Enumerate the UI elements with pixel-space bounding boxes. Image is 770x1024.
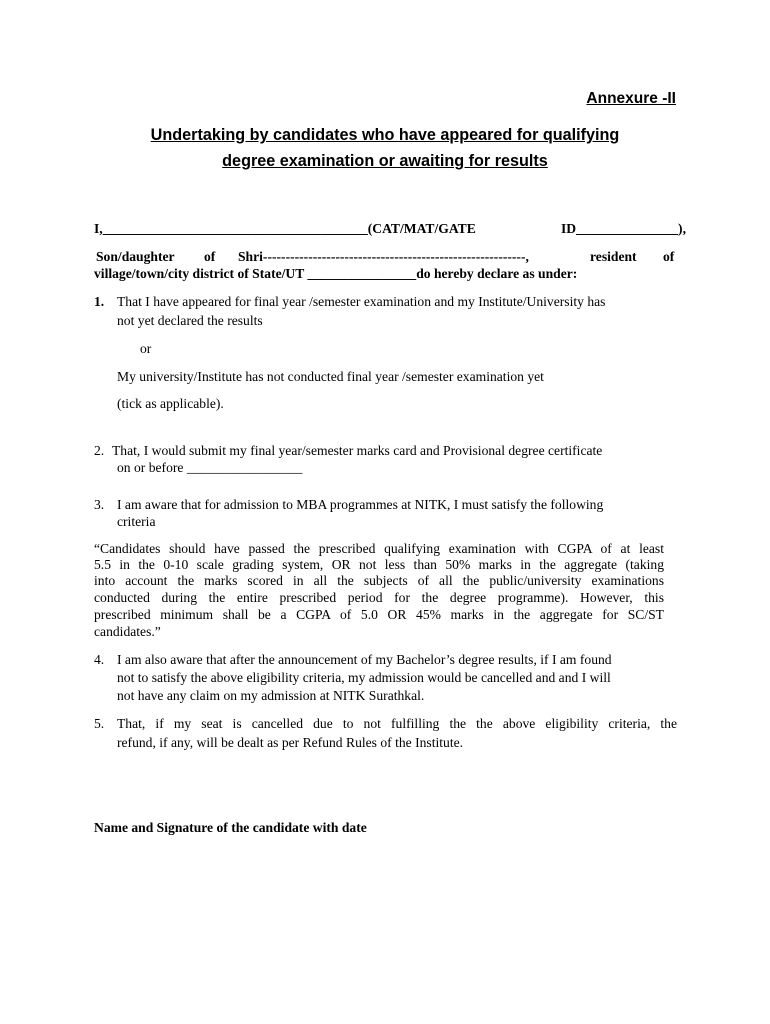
item-2-number: 2. [94, 443, 105, 458]
page-title-line-1: Undertaking by candidates who have appeared for qualifying [150, 126, 620, 144]
declaration-resident: resident [590, 249, 637, 264]
item-3-line-2: criteria [117, 514, 156, 529]
declaration-shri-line: Shri----------------------------------------------------------, [238, 249, 529, 264]
item-2-line-2: on or before _________________ [117, 460, 303, 475]
item-3-number: 3. [94, 497, 105, 512]
declaration-name-line: I,_______________________________________(CAT/MAT/GATE ID_______________), [94, 221, 686, 236]
declaration-of-1: of [204, 249, 216, 264]
item-2-line-1: That, I would submit my final year/semester marks card and Provisional degree certificate [112, 443, 603, 458]
item-4-line-2: not to satisfy the above eligibility criteria, my admission would be cancelled and and I will [117, 670, 611, 685]
item-1-line-2: not yet declared the results [117, 313, 263, 328]
item-5-number: 5. [94, 716, 105, 731]
item-1-number: 1. [94, 294, 105, 309]
annexure-label: Annexure -II [586, 90, 676, 107]
criteria-quote-line: prescribed minimum shall be a CGPA of 5.0 OR 45% marks in the aggregate for SC/ST [94, 607, 664, 622]
item-1-line-1: That I have appeared for final year /semester examination and my Institute/University has [117, 294, 606, 309]
item-1-or: or [140, 341, 152, 356]
item-4-line-1: I am also aware that after the announcement of my Bachelor’s degree results, if I am found [117, 652, 612, 667]
item-5-line-2: refund, if any, will be dealt as per Refund Rules of the Institute. [117, 735, 464, 750]
criteria-quote-line: 5.5 in the 0-10 scale grading system, OR not less than 50% marks in the aggregate (taking [94, 557, 664, 572]
signature-label: Name and Signature of the candidate with date [94, 820, 367, 835]
item-1-tick-note: (tick as applicable). [117, 396, 224, 411]
declaration-of-2: of [663, 249, 675, 264]
declaration-address-line: village/town/city district of State/UT ________________do hereby declare as under: [94, 266, 578, 281]
item-4-number: 4. [94, 652, 105, 667]
item-4-line-3: not have any claim on my admission at NITK Surathkal. [117, 688, 425, 703]
criteria-quote-line: conducted during the entire prescribed period for the degree programme). However, this [94, 590, 664, 605]
criteria-quote-line: candidates.” [94, 624, 161, 639]
item-1-alternative: My university/Institute has not conducted final year /semester examination yet [117, 369, 544, 384]
item-3-line-1: I am aware that for admission to MBA programmes at NITK, I must satisfy the following [117, 497, 604, 512]
criteria-quote-line: into account the marks scored in all the subjects of all the public/university examinations [94, 573, 664, 588]
criteria-quote-line: “Candidates should have passed the prescribed qualifying examination with CGPA of at least [94, 541, 664, 556]
page-title-line-2: degree examination or awaiting for results [222, 152, 548, 170]
item-5-line-1: That, if my seat is cancelled due to not fulfilling the the above eligibility criteria, the [117, 716, 677, 731]
declaration-son-daughter: Son/daughter [96, 249, 175, 264]
